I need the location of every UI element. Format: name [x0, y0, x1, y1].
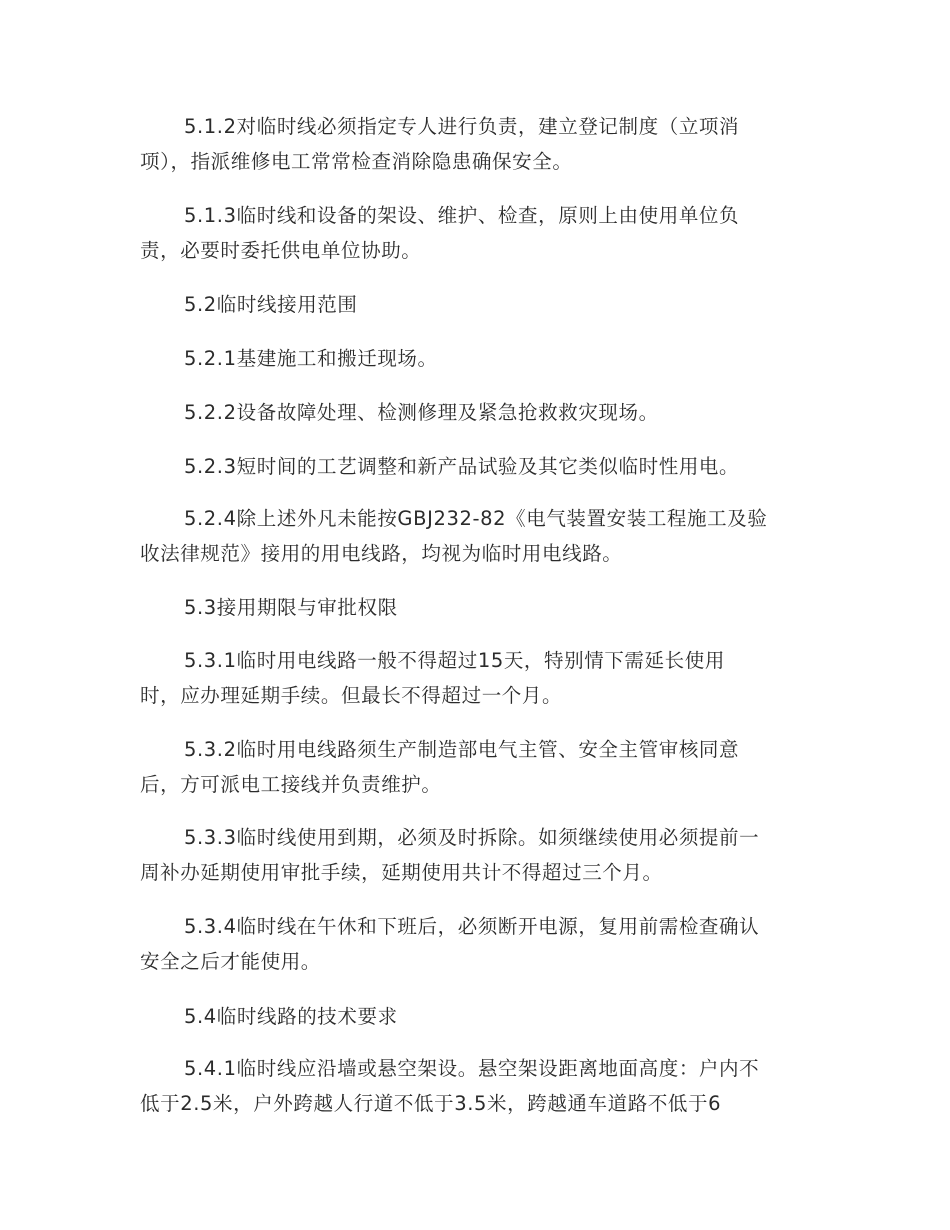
paragraph-5-3-2	[140, 732, 812, 802]
paragraph-5-1-2	[140, 109, 812, 179]
text-line: 5.4.1临时线应沿墙或悬空架设。悬空架设距离地面高度：户内不	[184, 1057, 760, 1080]
text-line: 5.2临时线接用范围	[184, 293, 358, 316]
text-line: 低于2.5米，户外跨越人行道不低于3.5米，跨越通车道路不低于6	[140, 1092, 722, 1115]
paragraph-5-2-3	[140, 449, 812, 484]
text-line: 后，方可派电工接线并负责维护。	[140, 773, 442, 796]
text-line: 5.3.3临时线使用到期，必须及时拆除。如须继续使用必须提前一	[184, 826, 760, 849]
text-line: 责，必要时委托供电单位协助。	[140, 239, 422, 262]
paragraph-5-1-3	[140, 198, 812, 268]
paragraph-5-4-1	[140, 1051, 812, 1121]
text-line: 5.2.3短时间的工艺调整和新产品试验及其它类似临时性用电。	[184, 455, 740, 478]
paragraph-5-2-2	[140, 395, 812, 430]
text-line: 周补办延期使用审批手续，延期使用共计不得超过三个月。	[140, 861, 663, 884]
heading-5-2	[140, 287, 812, 322]
paragraph-5-2-4	[140, 501, 812, 571]
text-line: 5.1.2对临时线必须指定专人进行负责，建立登记制度（立项消	[184, 115, 740, 138]
text-line: 安全之后才能使用。	[140, 950, 321, 973]
text-line: 收法律规范》接用的用电线路，均视为临时用电线路。	[140, 542, 623, 565]
paragraph-5-2-1	[140, 341, 812, 376]
heading-5-4	[140, 999, 812, 1034]
text-line: 5.4临时线路的技术要求	[184, 1005, 398, 1028]
text-line: 时，应办理延期手续。但最长不得超过一个月。	[140, 684, 563, 707]
paragraph-5-3-3	[140, 820, 812, 890]
text-line: 5.3接用期限与审批权限	[184, 596, 398, 619]
text-line: 项），指派维修电工常常检查消除隐患确保安全。	[140, 150, 573, 173]
text-line: 5.2.2设备故障处理、检测修理及紧急抢救救灾现场。	[184, 401, 659, 424]
text-line: 5.2.4除上述外凡未能按GBJ232-82《电气装置安装工程施工及验	[184, 507, 768, 530]
text-line: 5.1.3临时线和设备的架设、维护、检查，原则上由使用单位负	[184, 204, 740, 227]
text-line: 5.3.1临时用电线路一般不得超过15天，特别情下需延长使用	[184, 649, 725, 672]
text-line: 5.3.2临时用电线路须生产制造部电气主管、安全主管审核同意	[184, 738, 740, 761]
paragraph-5-3-1	[140, 643, 812, 713]
text-line: 5.2.1基建施工和搬迁现场。	[184, 347, 438, 370]
heading-5-3	[140, 590, 812, 625]
paragraph-5-3-4	[140, 909, 812, 979]
text-line: 5.3.4临时线在午休和下班后，必须断开电源，复用前需检查确认	[184, 915, 760, 938]
